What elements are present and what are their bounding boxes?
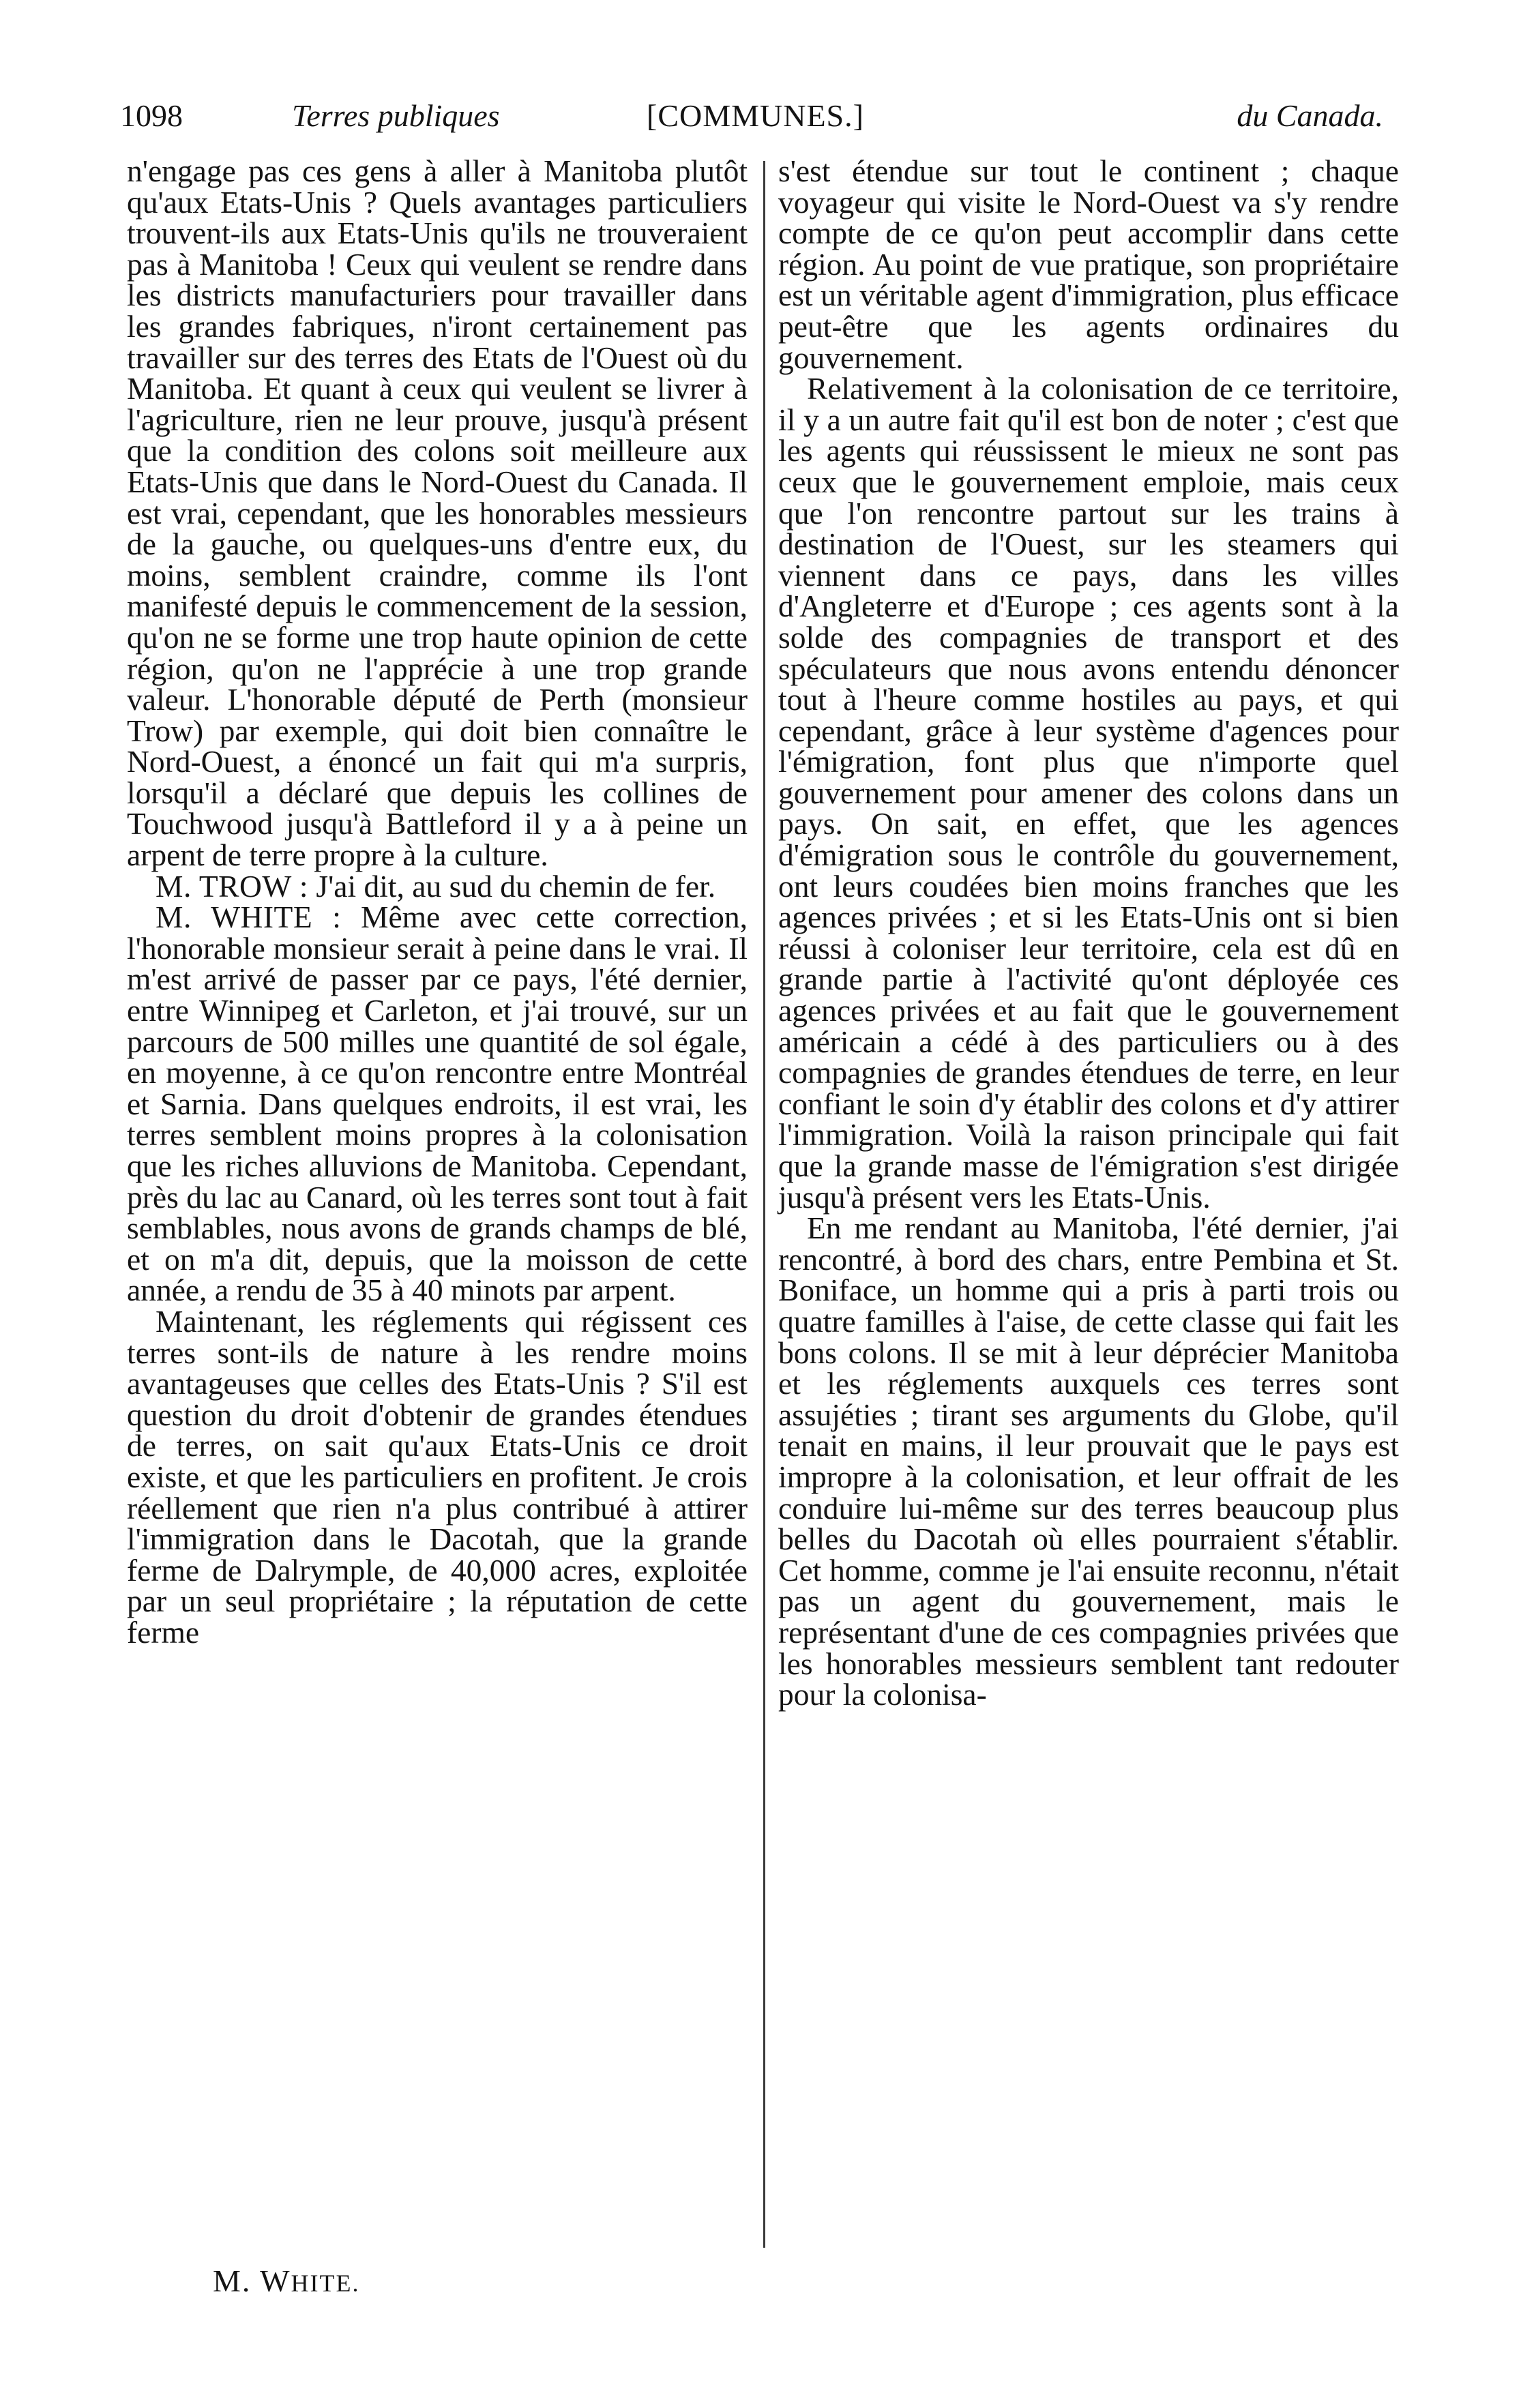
page-number: 1098 <box>120 98 183 133</box>
header-right-title: du Canada. <box>1237 98 1383 133</box>
paragraph-text: s'est étendue sur tout le continent ; chaque voyageur qui visite le Nord-Ouest va s'y rendre compte de ce qu'on peut accomplir dans cette région. Au point de vue pratique, son propriétaire est un véritable agent d'immigration, plus efficace peut-être que les agents ordinaires du gouvernement. <box>778 153 1399 375</box>
paragraph-text: En me rendant au Manitoba, l'été dernier, j'ai rencontré, à bord des chars, entre Pembina et St. Boniface, un homme qui a pris à parti trois ou quatre familles à l'aise, de cette classe qui fait les bons colons. Il se mit à leur déprécier Manitoba et les réglements auxquels ces terres sont assujéties ; tirant ses arguments du Globe, qu'il tenait en mains, il leur prouvait que le pays est impropre à la colonisation, et leur offrait de les conduire lui-même sur des terres beaucoup plus belles du Dacotah où elles pourraient s'établir. Cet homme, comme je l'ai ensuite reconnu, n'était pas un agent du gouvernement, mais le représentant d'une de ces compagnies privées que les honorables messieurs semblent tant redouter pour la colonisa- <box>778 1210 1399 1712</box>
paragraph <box>778 1210 1399 1712</box>
speaker-name: M. TROW : <box>156 868 309 904</box>
paragraph <box>127 868 748 904</box>
paragraph <box>127 155 748 871</box>
paragraph-text: n'engage pas ces gens à aller à Manitoba plutôt qu'aux Etats-Unis ? Quels avantages particuliers trouvent-ils aux Etats-Unis qu'ils ne trouveraient pas à Manitoba ! Ceux qui veulent se rendre dans les districts manufacturiers pour travailler dans les grandes fabriques, n'iront certainement pas travailler sur des terres des Etats de l'Ouest où du Manitoba. Et quant à ceux qui veulent se livrer à l'agriculture, rien ne leur prouve, jusqu'à présent que la condition des colons soit meilleure aux Etats-Unis que dans le Nord-Ouest du Canada. Il est vrai, cependant, que les honorables messieurs de la gauche, ou quelques-uns d'entre eux, du moins, semblent craindre, comme ils l'ont manifesté depuis le commencement de la session, qu'on ne se forme une trop haute opinion de cette région, qu'on ne l'apprécie à une trop grande valeur. L'honorable député de Perth (monsieur Trow) par exemple, qui doit bien connaître le Nord-Ouest, a énoncé un fait qui m'a surpris, lorsqu'il a déclaré que depuis les collines de Touchwood jusqu'à Battleford il y a à peine un arpent de terre propre à la culture. <box>127 153 748 873</box>
right-column <box>778 155 1399 1710</box>
paragraph-text: Relativement à la colonisation de ce territoire, il y a un autre fait qu'il est bon de noter ; c'est que les agents qui réussissent le mieux ne sont pas ceux que le gouvernement emploie, mais ceux que l'on rencontre partout sur les trains à destination de l'Ouest, sur les steamers qui viennent dans ce pays, dans les villes d'Angleterre et d'Europe ; ces agents sont à la solde des compagnies de transport et des spéculateurs que nous avons entendu dénoncer tout à l'heure comme hostiles au pays, et qui cependant, grâce à leur système d'agences pour l'émigration, font plus que n'importe quel gouvernement pour amener des colons dans un pays. On sait, en effet, que les agences d'émigration sous le contrôle du gouvernement, ont leurs coudées bien moins franches que les agences privées ; et si les Etats-Unis ont si bien réussi à coloniser leur territoire, cela est dû en grande partie à l'activité qu'ont déployée ces agences privées et au fait que le gouvernement américain a cédé à des particuliers ou à des compagnies de grandes étendues de terre, en leur confiant le soin d'y établir des colons et d'y attirer l'immigration. Voilà la raison principale qui fait que la grande masse de l'émigration s'est dirigée jusqu'à présent vers les Etats-Unis. <box>778 371 1399 1215</box>
header-left-title: Terres publiques <box>292 98 500 133</box>
running-header <box>115 89 1424 143</box>
signature-rest: HITE. <box>291 2270 360 2297</box>
signature-initial: M. W <box>213 2263 291 2298</box>
speaker-name: M. WHITE : <box>156 900 342 935</box>
paragraph-text: Même avec cette correction, l'honorable monsieur serait à peine dans le vrai. Il m'est arrivé de passer par ce pays, l'été dernier, entre Winnipeg et Carleton, et j'ai trouvé, sur un parcours de 500 milles une quantité de sol égale, en moyenne, à ce qu'on rencontre entre Montréal et Sarnia. Dans quelques endroits, il est vrai, les terres semblent moins propres à la colonisation que les riches alluvions de Manitoba. Cependant, près du lac au Canard, où les terres sont tout à fait semblables, nous avons de grands champs de blé, et on m'a dit, depuis, que la moisson de cette année, a rendu de 35 à 40 minots par arpent. <box>127 900 748 1308</box>
left-column <box>127 155 748 1648</box>
paragraph-text: J'ai dit, au sud du chemin de fer. <box>316 868 716 904</box>
paragraph <box>778 373 1399 1213</box>
paragraph <box>127 902 748 1306</box>
column-divider <box>763 161 765 2248</box>
paragraph <box>778 155 1399 373</box>
speaker-signature <box>213 2263 359 2299</box>
paragraph-text: Maintenant, les réglements qui régissent ces terres sont-ils de nature à les rendre moins avantageuses que celles des Etats-Unis ? S'il est question du droit d'obtenir de grandes étendues de terres, on sait qu'aux Etats-Unis ce droit existe, et que les particuliers en profitent. Je crois réellement que rien n'a plus contribué à attirer l'immigration dans le Dacotah, que la grande ferme de Dalrymple, de 40,000 acres, exploitée par un seul propriétaire ; la réputation de cette ferme <box>127 1303 748 1650</box>
header-center-title: [COMMUNES.] <box>647 98 864 133</box>
paragraph <box>127 1303 748 1650</box>
